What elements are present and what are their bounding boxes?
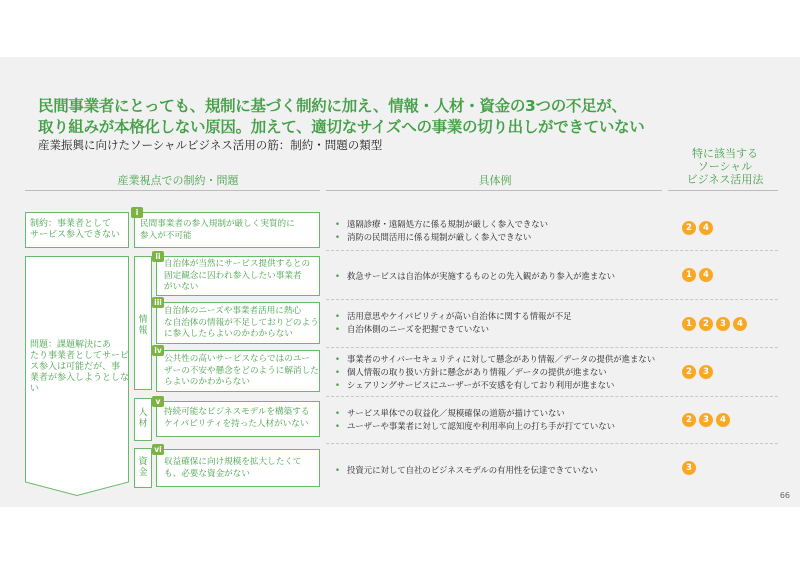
problem-item-text [164, 259, 310, 294]
problem-item-line: な自治体の情報が不足しておりどのよう [164, 317, 319, 328]
slide-title [38, 96, 778, 138]
problem-item-line: 自治体のニーズや事業者活用に熱心 [164, 306, 302, 316]
example-item: • 消防の民間活用に係る規制が厳しく参入できない [333, 231, 548, 244]
example-item: • 事業者のサイバーセキュリティに対して懸念があり情報／データの提供が進まない [333, 353, 655, 366]
group-talent-label: 人材 [138, 408, 148, 429]
category-problem-line4: 業者が参入しようとしな [30, 373, 130, 383]
method-badge: 3 [699, 365, 713, 379]
problem-item-line: 収益確保に向け規模を拡大したくて [164, 457, 302, 467]
row-divider [326, 250, 778, 251]
problem-item-text [164, 457, 302, 480]
examples-list [333, 218, 548, 244]
problem-item-text [164, 306, 319, 341]
group-funds-label: 資金 [138, 457, 148, 478]
category-constraint-line2: サービス参入できない [30, 230, 121, 240]
group-info-label: 情報 [138, 315, 148, 336]
example-item: • 遠隔診療・遠隔処方に係る規制が厳しく参入できない [333, 218, 548, 231]
category-problem-line1: 問題：課題解決にあ [30, 340, 112, 350]
problem-item-line: 自治体が当然にサービス提供するとの [164, 259, 311, 269]
method-badge: 3 [716, 317, 730, 331]
header-divider-1 [25, 190, 320, 191]
category-constraint-text [30, 219, 120, 241]
problem-item-line: に参入したらよいのかわからない [164, 329, 293, 339]
method-badge: 2 [699, 317, 713, 331]
roman-numeral-badge: ii [152, 251, 164, 262]
slide-subtitle: 産業振興に向けたソーシャルビジネス活用の筋：制約・問題の類型 [38, 138, 383, 152]
problem-item-line: 持続可能なビジネスモデルを構築する [164, 407, 310, 417]
row-divider [326, 347, 778, 348]
method-badge: 4 [716, 413, 730, 427]
problem-item-line: がいない [164, 282, 199, 292]
method-badge: 3 [699, 413, 713, 427]
method-badge: 1 [682, 317, 696, 331]
examples-list [333, 464, 598, 477]
example-item: • シェアリングサービスにユーザーが不安感を有しており利用が進まない [333, 379, 655, 392]
problem-item-line: ケイパビリティを持った人材がいない [164, 418, 309, 429]
category-problem-line5: い [30, 384, 40, 394]
problem-item-line: 公共性の高いサービスならではのユー [164, 354, 311, 364]
row-divider [326, 443, 778, 444]
category-problem-line3: ス参入は可能だが、事 [30, 362, 121, 372]
problem-item-text [140, 219, 295, 242]
example-item: • サービス単体での収益化／規模確保の道筋が描けていない [333, 407, 615, 420]
method-badge: 1 [682, 268, 696, 282]
method-badge: 4 [733, 317, 747, 331]
method-badge: 2 [682, 413, 696, 427]
example-item: • 個人情報の取り扱い方針に懸念があり情報／データの提供が進まない [333, 366, 655, 379]
problem-item-text [164, 407, 309, 430]
example-item: • 自治体側のニーズを把握できていない [333, 323, 572, 336]
method-badge: 4 [699, 221, 713, 235]
roman-numeral-badge: vi [152, 444, 164, 455]
header-examples: 具体例 [478, 174, 512, 187]
example-item: • 救急サービスは自治体が実施するものとの先入観があり参入が進まない [333, 270, 615, 283]
method-badge: 3 [682, 461, 696, 475]
title-line-2: 取り組みが本格化しない原因。加えて、適切なサイズへの事業の切り出しができていない [38, 118, 645, 136]
problem-item-line: も、必要な資金がない [164, 468, 250, 479]
header-methods-line1: 特に該当する [692, 147, 758, 160]
examples-list [333, 310, 572, 336]
row-divider [326, 396, 778, 397]
header-methods-line3: ビジネス活用法 [686, 173, 764, 186]
roman-numeral-badge: iv [152, 345, 164, 356]
header-methods-line2: ソーシャル [697, 160, 753, 173]
method-badge: 4 [699, 268, 713, 282]
header-divider-3 [668, 190, 778, 191]
header-methods [672, 147, 778, 186]
examples-list [333, 407, 615, 433]
problem-item-text [164, 354, 319, 389]
example-item: • 投資元に対して自社のビジネスモデルの有用性を伝達できていない [333, 464, 598, 477]
header-divider-2 [326, 190, 662, 191]
example-item: • 活用意思やケイパビリティが高い自治体に関する情報が不足 [333, 310, 572, 323]
method-badge: 2 [682, 221, 696, 235]
example-item: • ユーザーや事業者に対して認知度や利用率向上の打ち手が打てていない [333, 420, 615, 433]
problem-item-line: ザーの不安や懸念をどのように解消した [164, 365, 319, 376]
problem-item-line: 参入が不可能 [140, 230, 192, 241]
examples-list [333, 353, 655, 392]
roman-numeral-badge: i [131, 207, 143, 218]
problem-item-line: らよいのかわからない [164, 377, 250, 387]
title-line-1: 民間事業者にとっても、規制に基づく制約に加え、情報・人材・資金の3つの不足が、 [38, 97, 627, 115]
roman-numeral-badge: v [152, 396, 164, 407]
page-number: 66 [779, 491, 790, 500]
examples-list [333, 270, 615, 283]
category-problem-line2: たり事業者としてサービ [30, 351, 130, 361]
row-divider [326, 299, 778, 300]
category-constraint-line1: 制約：事業者として [30, 219, 112, 229]
roman-numeral-badge: iii [152, 297, 164, 308]
category-problem-text [30, 340, 129, 395]
problem-item-line: 固定観念に囚われ参入したい事業者 [164, 270, 302, 281]
method-badge: 2 [682, 365, 696, 379]
problem-item-line: 民間事業者の参入規制が厳しく実質的に [140, 219, 295, 229]
header-constraints: 産業視点での制約・問題 [117, 174, 239, 187]
